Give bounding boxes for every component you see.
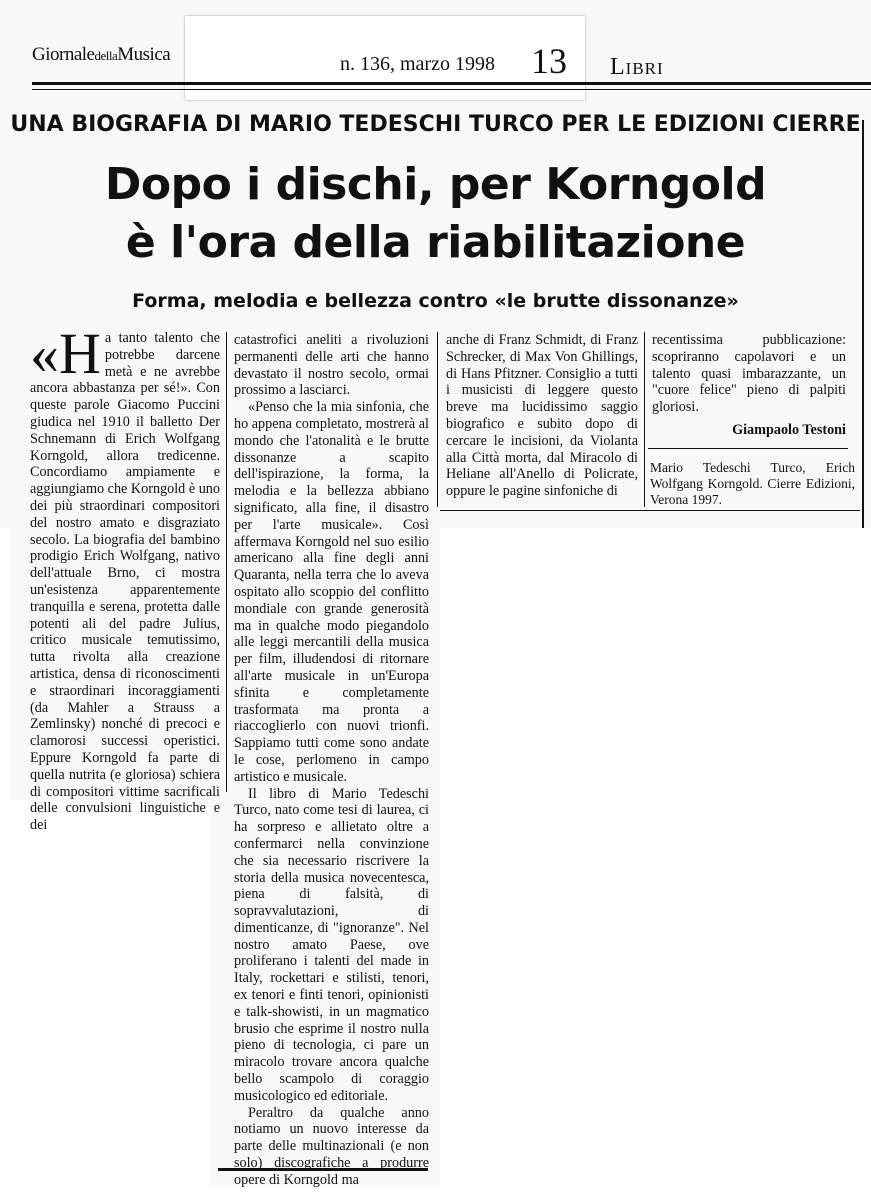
credit-rule xyxy=(648,448,848,449)
issue-date: n. 136, marzo 1998 xyxy=(340,53,495,75)
column-2: catastrofici aneliti a rivoluzioni permanenti delle arti che hanno devastato il nostro secolo, ormai prossimo a lasciarci. «Penso che la mia sinfonia, che ho appena completato, mostrerà al mondo che l'atonalità e le brutte dissonanze a scapito dell'ispirazione, la forma, la melodia e la bellezza abbiano significato, alla fine, il disastro per l'arte musicale». Così affermava Korngold nel suo esilio americano alla fine degli anni Quaranta, nella terra che lo aveva ospitato allo scoppio del conflitto mondiale con grande generosità ma in qualche modo piegandolo alle leggi mercantili della musica per film, illudendosi di ritornare all'arte musicale in un'Europa sfinita e completamente trasformata ma pronta a riaccoglierlo con nuovi trionfi. Sappiamo tutti come sono andate le cose, perlomeno in campo artistico e musicale. Il libro di Mario Tedeschi Turco, nato come tesi di laurea, ci ha sorpreso e allietato oltre a confermarci nella convinzione che sia necessario riscrivere la storia della musica novecentesca, piena di falsità, di sopravvalutazioni, di dimenticanze, di "ignoranze". Nel nostro amato Paese, ove proliferano i talenti del made in Italy, rockettari e stilisti, tenori, ex tenori e finti tenori, opinionisti e talk-showisti, in un magmatico brusio che esprime il nostro nulla pieno di tecnologia, ci pare un miracolo trovare ancora qualche bello scampolo di coraggio musicologico ed editoriale. Peraltro da qualche anno notiamo un nuovo interesse da parte delle multinazionali (e non solo) discografiche a produrre opere di Korngold ma xyxy=(234,332,430,1188)
drop-cap: «H xyxy=(30,321,101,386)
book-credit: Mario Tedeschi Turco, Erich Wolfgang Korngold. Cierre Edizioni, Verona 1997. xyxy=(650,460,855,507)
author-signature: Giampaolo Testoni xyxy=(732,421,846,438)
column-4: recentissima pubblicazione: scopriranno capolavori e un talento quasi imbarazzante, un "cuore felice" pieno di palpiti gloriosi. Giampaolo Testoni xyxy=(652,332,846,438)
column-divider-2 xyxy=(437,332,438,507)
newspaper-logo: GiornaledellaMusica xyxy=(32,44,171,65)
column-end-rule xyxy=(218,1168,428,1171)
section-title: Libri xyxy=(610,54,664,80)
page-number: 13 xyxy=(531,41,567,81)
article-headline: Dopo i dischi, per Korngold è l'ora della riabilitazione xyxy=(104,159,767,268)
article-kicker: UNA BIOGRAFIA DI MARIO TEDESCHI TURCO PER LE EDIZIONI CIERRE xyxy=(10,112,861,137)
article-subhead: Forma, melodia e bellezza contro «le brutte dissonanze» xyxy=(132,290,739,312)
column-divider-3 xyxy=(644,332,645,507)
column-3: anche di Franz Schmidt, di Franz Schrecker, di Max Von Ghillings, di Hans Pfitzner. Consiglio a tutti i musicisti di leggere questo breve ma lucidissimo saggio biografico e subito dopo di cercare le incisioni, da Violanta alla Città morta, dal Miracolo di Heliane all'Anello di Policrate, oppure le pagine sinfoniche di xyxy=(446,332,638,500)
column-divider-1 xyxy=(226,332,227,792)
right-border-rule xyxy=(862,120,864,528)
article-bottom-rule xyxy=(440,510,860,511)
column-1: «Ha tanto talento che potrebbe darcene metà e ne avrebbe ancora abbastanza per sé!». Con queste parole Giacomo Puccini giudica nel 1910 il balletto Der Schnemann di Erich Wolfgang Korngold, allora tredicenne. Concordiamo ampiamente e aggiungiamo che Korngold è uno dei più straordinari compositori del nostro amato e disgraziato secolo. La biografia del bambino prodigio Erich Wolfgang, nativo dell'attuale Brno, ci mostra un'esistenza apparentemente tranquilla e serena, protetta dalle potenti ali del padre Julius, critico musicale temutissimo, tutta rivolta alla creazione artistica, densa di riconoscimenti e straordinari incoraggiamenti (da Mahler a Strauss a Zemlinsky) nonché di precoci e clamorosi successi operistici. Eppure Korngold fa parte di quella nutrita (e gloriosa) schiera di compositori vittime sacrificali delle convulsioni linguistiche e dei xyxy=(30,321,220,834)
masthead-rule xyxy=(32,82,871,85)
masthead-rule-thin xyxy=(32,89,871,90)
